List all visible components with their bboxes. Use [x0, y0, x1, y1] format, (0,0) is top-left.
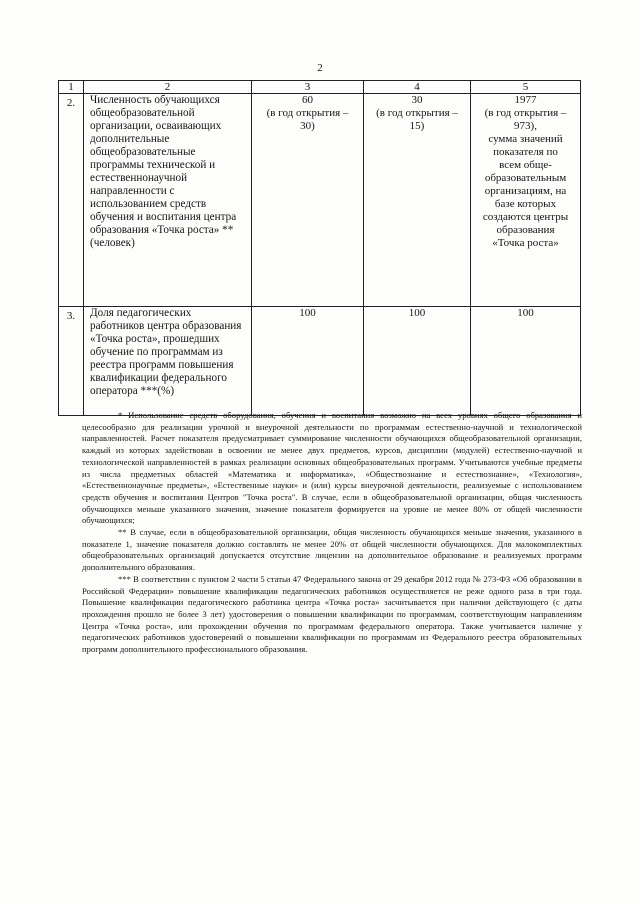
header-cell: 1	[59, 81, 84, 94]
table-header-row	[59, 81, 581, 94]
indicator-name: Доля педагогических работников центра образования «Точка роста», прошедших обучение по программам из реестра программ повышения квалификации федерального оператора ***(%)	[84, 307, 252, 416]
table-row	[59, 94, 581, 307]
value-cell: 60 (в год открытия – 30)	[252, 94, 364, 307]
header-cell: 4	[364, 81, 471, 94]
table-row	[59, 307, 581, 416]
footnote-2: ** В случае, если в общеобразовательной организации, общая численность обучающихся меньше значения, указанного в показателе 1, значение показателя должно составлять не менее 20% от общей численности обучающихся. Для малокомплектных общеобразовательных организаций допускается отсутствие лицензии на дополнительное образование и реализуемых программ дополнительного образования.	[82, 527, 582, 573]
value-cell: 30 (в год открытия – 15)	[364, 94, 471, 307]
header-cell: 2	[84, 81, 252, 94]
indicator-name: Численность обучающихся общеобразовательной организации, осваивающих дополнительные общеобразовательные программы технической и естественнонаучной направленности с использованием средств обучения и воспитания центра образования «Точка роста» ** (человек)	[84, 94, 252, 307]
footnote-1: * Использование средств оборудования, обучения и воспитания возможно на всех уровнях общего образования и целесообразно для реализации урочной и внеурочной деятельности по программам естественно-научной и технологической направленностей. Расчет показателя предусматривает суммирование численности обучающихся общеобразовательной организации, каждый из которых задействован в освоении не менее двух предметов, курсов, дисциплин (модулей) естественно-научной и технологической направленностей в рамках реализации основных общеобразовательных программ. Учитываются учебные предметы из числа предметных областей «Математика и информатика», «Обществознание и естествознание», «Технология», «Естественнонаучные предметы», «Естественные науки» и (или) курсы внеурочной деятельности, реализуемые с использованием средств обучения и воспитания Центров "Точка роста". В случае, если в общеобразовательной организации, общая численность обучающихся меньше указанного значения, значение показателя формируется на уровне не менее 80% от общей численности обучающихся;	[82, 410, 582, 526]
footnotes	[82, 410, 582, 656]
value-cell: 100	[471, 307, 581, 416]
header-cell: 3	[252, 81, 364, 94]
header-cell: 5	[471, 81, 581, 94]
row-number: 2.	[59, 94, 84, 307]
value-cell: 100	[252, 307, 364, 416]
page-number: 2	[317, 62, 323, 74]
row-number: 3.	[59, 307, 84, 416]
footnote-3: *** В соответствии с пунктом 2 части 5 статьи 47 Федерального закона от 29 декабря 2012 года № 273-ФЗ «Об образовании в Российской Федерации» повышение квалификации педагогических работников осуществляется не реже одного раза в три года. Повышение квалификации педагогического работника центра «Точка роста» засчитывается при наличии действующего (с даты прохождения прошло не более 3 лет) удостоверения о повышении квалификации по программам, соответствующим направлениям Центра «Точка роста», или прохождении обучения по программам федерального оператора. Также учитывается наличие у педагогических работников удостоверений о повышении квалификации по программам из Федерального реестра образовательных программ дополнительного профессионального образования.	[82, 573, 582, 655]
indicators-table	[58, 80, 581, 416]
value-cell: 100	[364, 307, 471, 416]
value-cell: 1977 (в год открытия – 973), сумма значений показателя по всем обще- образовательным организациям, на базе которых создаются центры образования «Точка роста»	[471, 94, 581, 307]
